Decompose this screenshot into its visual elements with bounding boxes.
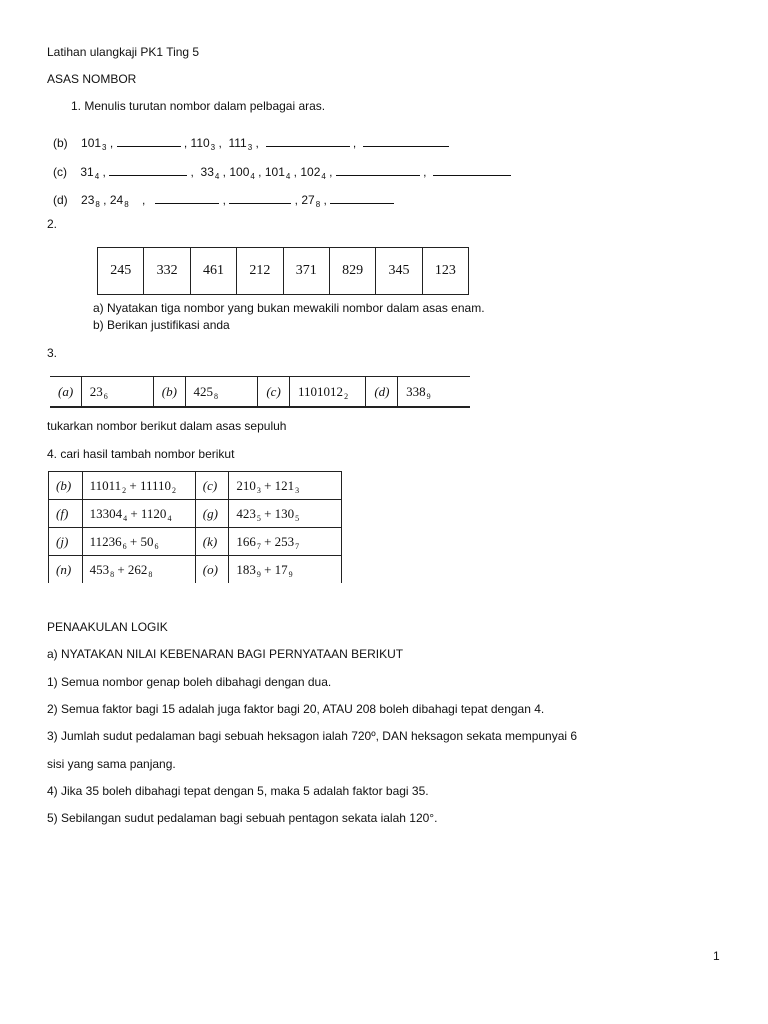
question-2-table	[97, 247, 469, 295]
page-number: 1	[713, 949, 720, 963]
item-value: $23_6$	[81, 377, 153, 408]
item-label: (j)	[49, 528, 83, 556]
item-value: $1101012_2$	[290, 377, 366, 408]
item-sum: $11011_2 + 11110_2$	[82, 472, 195, 500]
item-label: (f)	[49, 500, 83, 528]
table-cell: 245	[98, 248, 144, 295]
item-sum: $453_8 + 262_8$	[82, 556, 195, 584]
answer-blank[interactable]	[109, 163, 187, 176]
item-label: (k)	[195, 528, 229, 556]
statement-3-line-1: 3) Jumlah sudut pedalaman bagi sebuah heksagon ialah 720º, DAN heksagon sekata mempunyai 6	[47, 729, 578, 743]
answer-blank[interactable]	[155, 191, 219, 204]
document-title: Latihan ulangkaji PK1 Ting 5	[47, 45, 200, 59]
table-cell: 461	[190, 248, 236, 295]
item-sum: $423_5 + 130_5$	[229, 500, 342, 528]
item-value: $425_8$	[185, 377, 258, 408]
question-2-number: 2.	[47, 217, 58, 231]
number-item: $101_4$	[264, 165, 291, 181]
table-cell: 123	[422, 248, 468, 295]
answer-blank[interactable]	[433, 163, 511, 176]
number-item: $110_3$	[190, 136, 216, 152]
number-item: $24_8$	[109, 193, 129, 209]
table-cell: 345	[376, 248, 422, 295]
number-item: $27_8$	[301, 193, 321, 209]
question-2-part-a: a) Nyatakan tiga nombor yang bukan mewakili nombor dalam asas enam.	[93, 301, 485, 315]
number-item: $101_3$	[81, 136, 107, 152]
question-2-part-b: b) Berikan justifikasi anda	[93, 318, 230, 332]
item-label: (a)	[50, 377, 81, 408]
question-4-title: 4. cari hasil tambah nombor berikut	[47, 447, 235, 461]
item-sum: $13304_4 + 1120_4$	[82, 500, 195, 528]
question-3-table	[50, 376, 470, 408]
item-sum: $166_7 + 253_7$	[229, 528, 342, 556]
table-row	[49, 556, 342, 584]
row-label: (d)	[53, 193, 68, 207]
item-label: (d)	[366, 377, 398, 408]
answer-blank[interactable]	[266, 134, 350, 147]
item-sum: $183_9 + 17_9$	[229, 556, 342, 584]
number-item: $102_4$	[300, 165, 326, 181]
section-heading-asas-nombor: ASAS NOMBOR	[47, 72, 137, 86]
logic-subtitle: a) NYATAKAN NILAI KEBENARAN BAGI PERNYATAAN BERIKUT	[47, 647, 404, 661]
answer-blank[interactable]	[117, 134, 181, 147]
answer-blank[interactable]	[330, 191, 394, 204]
question-1b-row: (b) $101_3$ , , $110_3$ , $111_3$ , ,	[53, 134, 449, 150]
statement-3-line-2: sisi yang sama panjang.	[47, 757, 176, 771]
table-row	[49, 500, 342, 528]
question-3-instruction: tukarkan nombor berikut dalam asas sepuluh	[47, 419, 287, 433]
table-row	[49, 528, 342, 556]
answer-blank[interactable]	[229, 191, 291, 204]
section-heading-penaakulan-logik: PENAAKULAN LOGIK	[47, 620, 168, 634]
item-label: (b)	[49, 472, 83, 500]
number-item: $100_4$	[229, 165, 255, 181]
item-label: (g)	[195, 500, 229, 528]
table-row	[98, 248, 469, 295]
item-label: (c)	[195, 472, 229, 500]
question-1d-row: (d) $23_8$ , $24_8$ , , , $27_8$ ,	[53, 191, 394, 207]
number-item: $111_3$	[228, 136, 253, 152]
item-label: (c)	[258, 377, 290, 408]
question-1c-row: (c) $31_4$ , , $33_4$ , $100_4$ , $101_4$ , $102_4$ , ,	[53, 163, 511, 179]
row-label: (b)	[53, 136, 68, 150]
item-value: $338_9$	[398, 377, 470, 408]
table-cell: 212	[237, 248, 283, 295]
question-3-number: 3.	[47, 346, 58, 360]
answer-blank[interactable]	[363, 134, 449, 147]
statement-2: 2) Semua faktor bagi 15 adalah juga faktor bagi 20, ATAU 208 boleh dibahagi tepat dengan 4.	[47, 702, 545, 716]
item-label: (o)	[195, 556, 229, 584]
row-label: (c)	[53, 165, 67, 179]
table-cell: 829	[329, 248, 375, 295]
statement-4: 4) Jika 35 boleh dibahagi tepat dengan 5, maka 5 adalah faktor bagi 35.	[47, 784, 429, 798]
statement-5: 5) Sebilangan sudut pedalaman bagi sebuah pentagon sekata ialah 120°.	[47, 811, 438, 825]
table-cell: 371	[283, 248, 329, 295]
question-4-table	[48, 471, 342, 583]
table-row	[50, 377, 470, 408]
question-1-title: 1. Menulis turutan nombor dalam pelbagai aras.	[71, 99, 326, 113]
item-sum: $210_3 + 121_3$	[229, 472, 342, 500]
number-item: $31_4$	[80, 165, 100, 181]
item-sum: $11236_6 + 50_6$	[82, 528, 195, 556]
item-label: (n)	[49, 556, 83, 584]
table-cell: 332	[144, 248, 190, 295]
number-item: $33_4$	[200, 165, 220, 181]
answer-blank[interactable]	[336, 163, 420, 176]
table-row	[49, 472, 342, 500]
number-item: $23_8$	[81, 193, 100, 209]
item-label: (b)	[153, 377, 185, 408]
statement-1: 1) Semua nombor genap boleh dibahagi dengan dua.	[47, 675, 332, 689]
